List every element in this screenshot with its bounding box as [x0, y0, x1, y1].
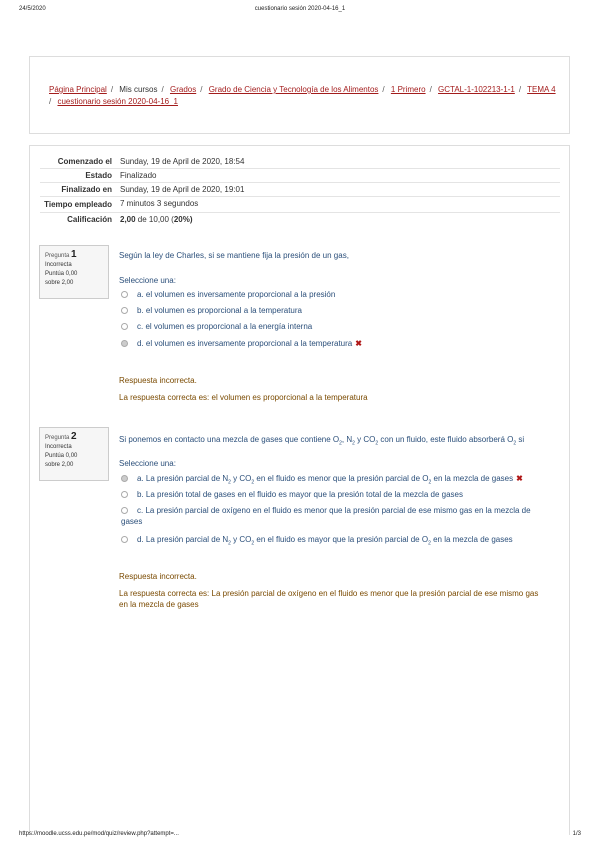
- summary-row: [40, 213, 560, 227]
- question-state: Incorrecta: [45, 444, 72, 450]
- cross-icon: ✖: [355, 339, 362, 348]
- question-2-prompt: Seleccione una:: [119, 459, 176, 468]
- summary-key: Calificación: [40, 213, 116, 227]
- summary-value: Sunday, 19 de April de 2020, 19:01: [116, 183, 560, 197]
- print-title: cuestionario sesión 2020-04-16_1: [254, 6, 346, 12]
- q1-option-d[interactable]: d. el volumen es inversamente proporcional a la temperatura ✖: [121, 338, 541, 349]
- q1-option-a[interactable]: a. el volumen es inversamente proporcional a la presión: [121, 289, 541, 300]
- breadcrumb-course[interactable]: GCTAL-1-102213-1-1: [438, 85, 515, 94]
- print-url: https://moodle.ucss.edu.pe/mod/quiz/review.php?attempt=...: [19, 831, 179, 837]
- breadcrumb-grados[interactable]: Grados: [169, 85, 197, 94]
- question-1-text: Según la ley de Charles, si se mantiene fija la presión de un gas,: [119, 251, 349, 260]
- summary-value: Sunday, 19 de April de 2020, 18:54: [120, 157, 245, 166]
- radio-button[interactable]: [121, 323, 128, 330]
- radio-button[interactable]: [121, 291, 128, 298]
- cross-icon: ✖: [516, 474, 523, 483]
- breadcrumb: Página Principal / Mis cursos / Grados / Grado de Ciencia y Tecnología de los Alimentos / 1 Primero / GCTAL-1-102213-1-1 / TEMA 4 / cuestionario sesión 2020-04-16_1: [49, 85, 556, 106]
- breadcrumb-degree[interactable]: Grado de Ciencia y Tecnología de los Alimentos: [208, 85, 379, 94]
- q2-option-b[interactable]: b. La presión total de gases en el fluido es mayor que la presión total de la mezcla de gases: [121, 489, 541, 500]
- summary-key: Comenzado el: [57, 157, 112, 166]
- question-number: Pregunta 1: [45, 249, 77, 260]
- question-score: Puntúa 0,00 sobre 2,00: [45, 271, 78, 286]
- question-2-correct-answer: La respuesta correcta es: La presión parcial de oxígeno en el fluido es menor que la presión parcial de ese mismo gas en la mezcla de gases: [119, 589, 539, 609]
- q1-option-c[interactable]: c. el volumen es proporcional a la energía interna: [121, 321, 541, 332]
- summary-row: [40, 169, 560, 183]
- summary-value: 7 minutos 3 segundos: [116, 197, 560, 213]
- radio-button[interactable]: [121, 507, 128, 514]
- question-2-info: [39, 427, 109, 481]
- summary-key: Estado: [40, 169, 116, 183]
- q2-option-d[interactable]: d. La presión parcial de $N_2$ y $CO_2$ en el fluido es mayor que la presión parcial de $O_2$ en la mezcla de gases: [121, 534, 541, 550]
- print-page-number: 1/3: [572, 831, 581, 837]
- summary-row: [40, 155, 560, 169]
- summary-value: Finalizado: [116, 169, 560, 183]
- breadcrumb-topic[interactable]: TEMA 4: [527, 85, 556, 94]
- radio-button[interactable]: [121, 307, 128, 314]
- breadcrumb-quiz[interactable]: cuestionario sesión 2020-04-16_1: [57, 97, 178, 106]
- question-state: Incorrecta: [45, 262, 72, 268]
- summary-grade: 2,00 de 10,00 (20%): [116, 213, 560, 227]
- question-1-prompt: Seleccione una:: [119, 276, 176, 285]
- q2-option-a[interactable]: a. La presión parcial de $N_2$ y $CO_2$ en el fluido es menor que la presión parcial de $O_2$ en la mezcla de gases ✖: [121, 473, 541, 489]
- radio-button[interactable]: [121, 536, 128, 543]
- summary-row: [40, 197, 560, 213]
- question-1-info: [39, 245, 109, 299]
- breadcrumb-panel: [29, 56, 570, 134]
- print-date: 24/5/2020: [19, 6, 46, 12]
- breadcrumb-home[interactable]: Página Principal: [49, 85, 107, 94]
- q1-option-b[interactable]: b. el volumen es proporcional a la temperatura: [121, 305, 541, 316]
- breadcrumb-my-courses: Mis cursos: [119, 85, 158, 94]
- question-number: Pregunta 2: [45, 431, 77, 442]
- breadcrumb-year[interactable]: 1 Primero: [390, 85, 426, 94]
- question-1-correct-answer: La respuesta correcta es: el volumen es proporcional a la temperatura: [119, 393, 368, 402]
- question-2-feedback: Respuesta incorrecta.: [119, 572, 197, 581]
- question-1-feedback: Respuesta incorrecta.: [119, 376, 197, 385]
- question-2-text: Si ponemos en contacto una mezcla de gases que contiene $O_2$, $N_2$ y $CO_2$ con un fluido, este fluido absorberá $O_2$ si: [119, 435, 525, 447]
- radio-button-selected[interactable]: [121, 475, 128, 482]
- summary-key: Tiempo empleado: [40, 197, 116, 213]
- summary-key: Finalizado en: [40, 183, 116, 197]
- question-score: Puntúa 0,00 sobre 2,00: [45, 453, 78, 468]
- summary-row: [40, 183, 560, 197]
- radio-button[interactable]: [121, 491, 128, 498]
- q2-option-c[interactable]: c. La presión parcial de oxígeno en el fluido es menor que la presión parcial de ese mismo gas en la mezcla de gases: [121, 506, 531, 526]
- attempt-summary: [40, 155, 560, 226]
- radio-button-selected[interactable]: [121, 340, 128, 347]
